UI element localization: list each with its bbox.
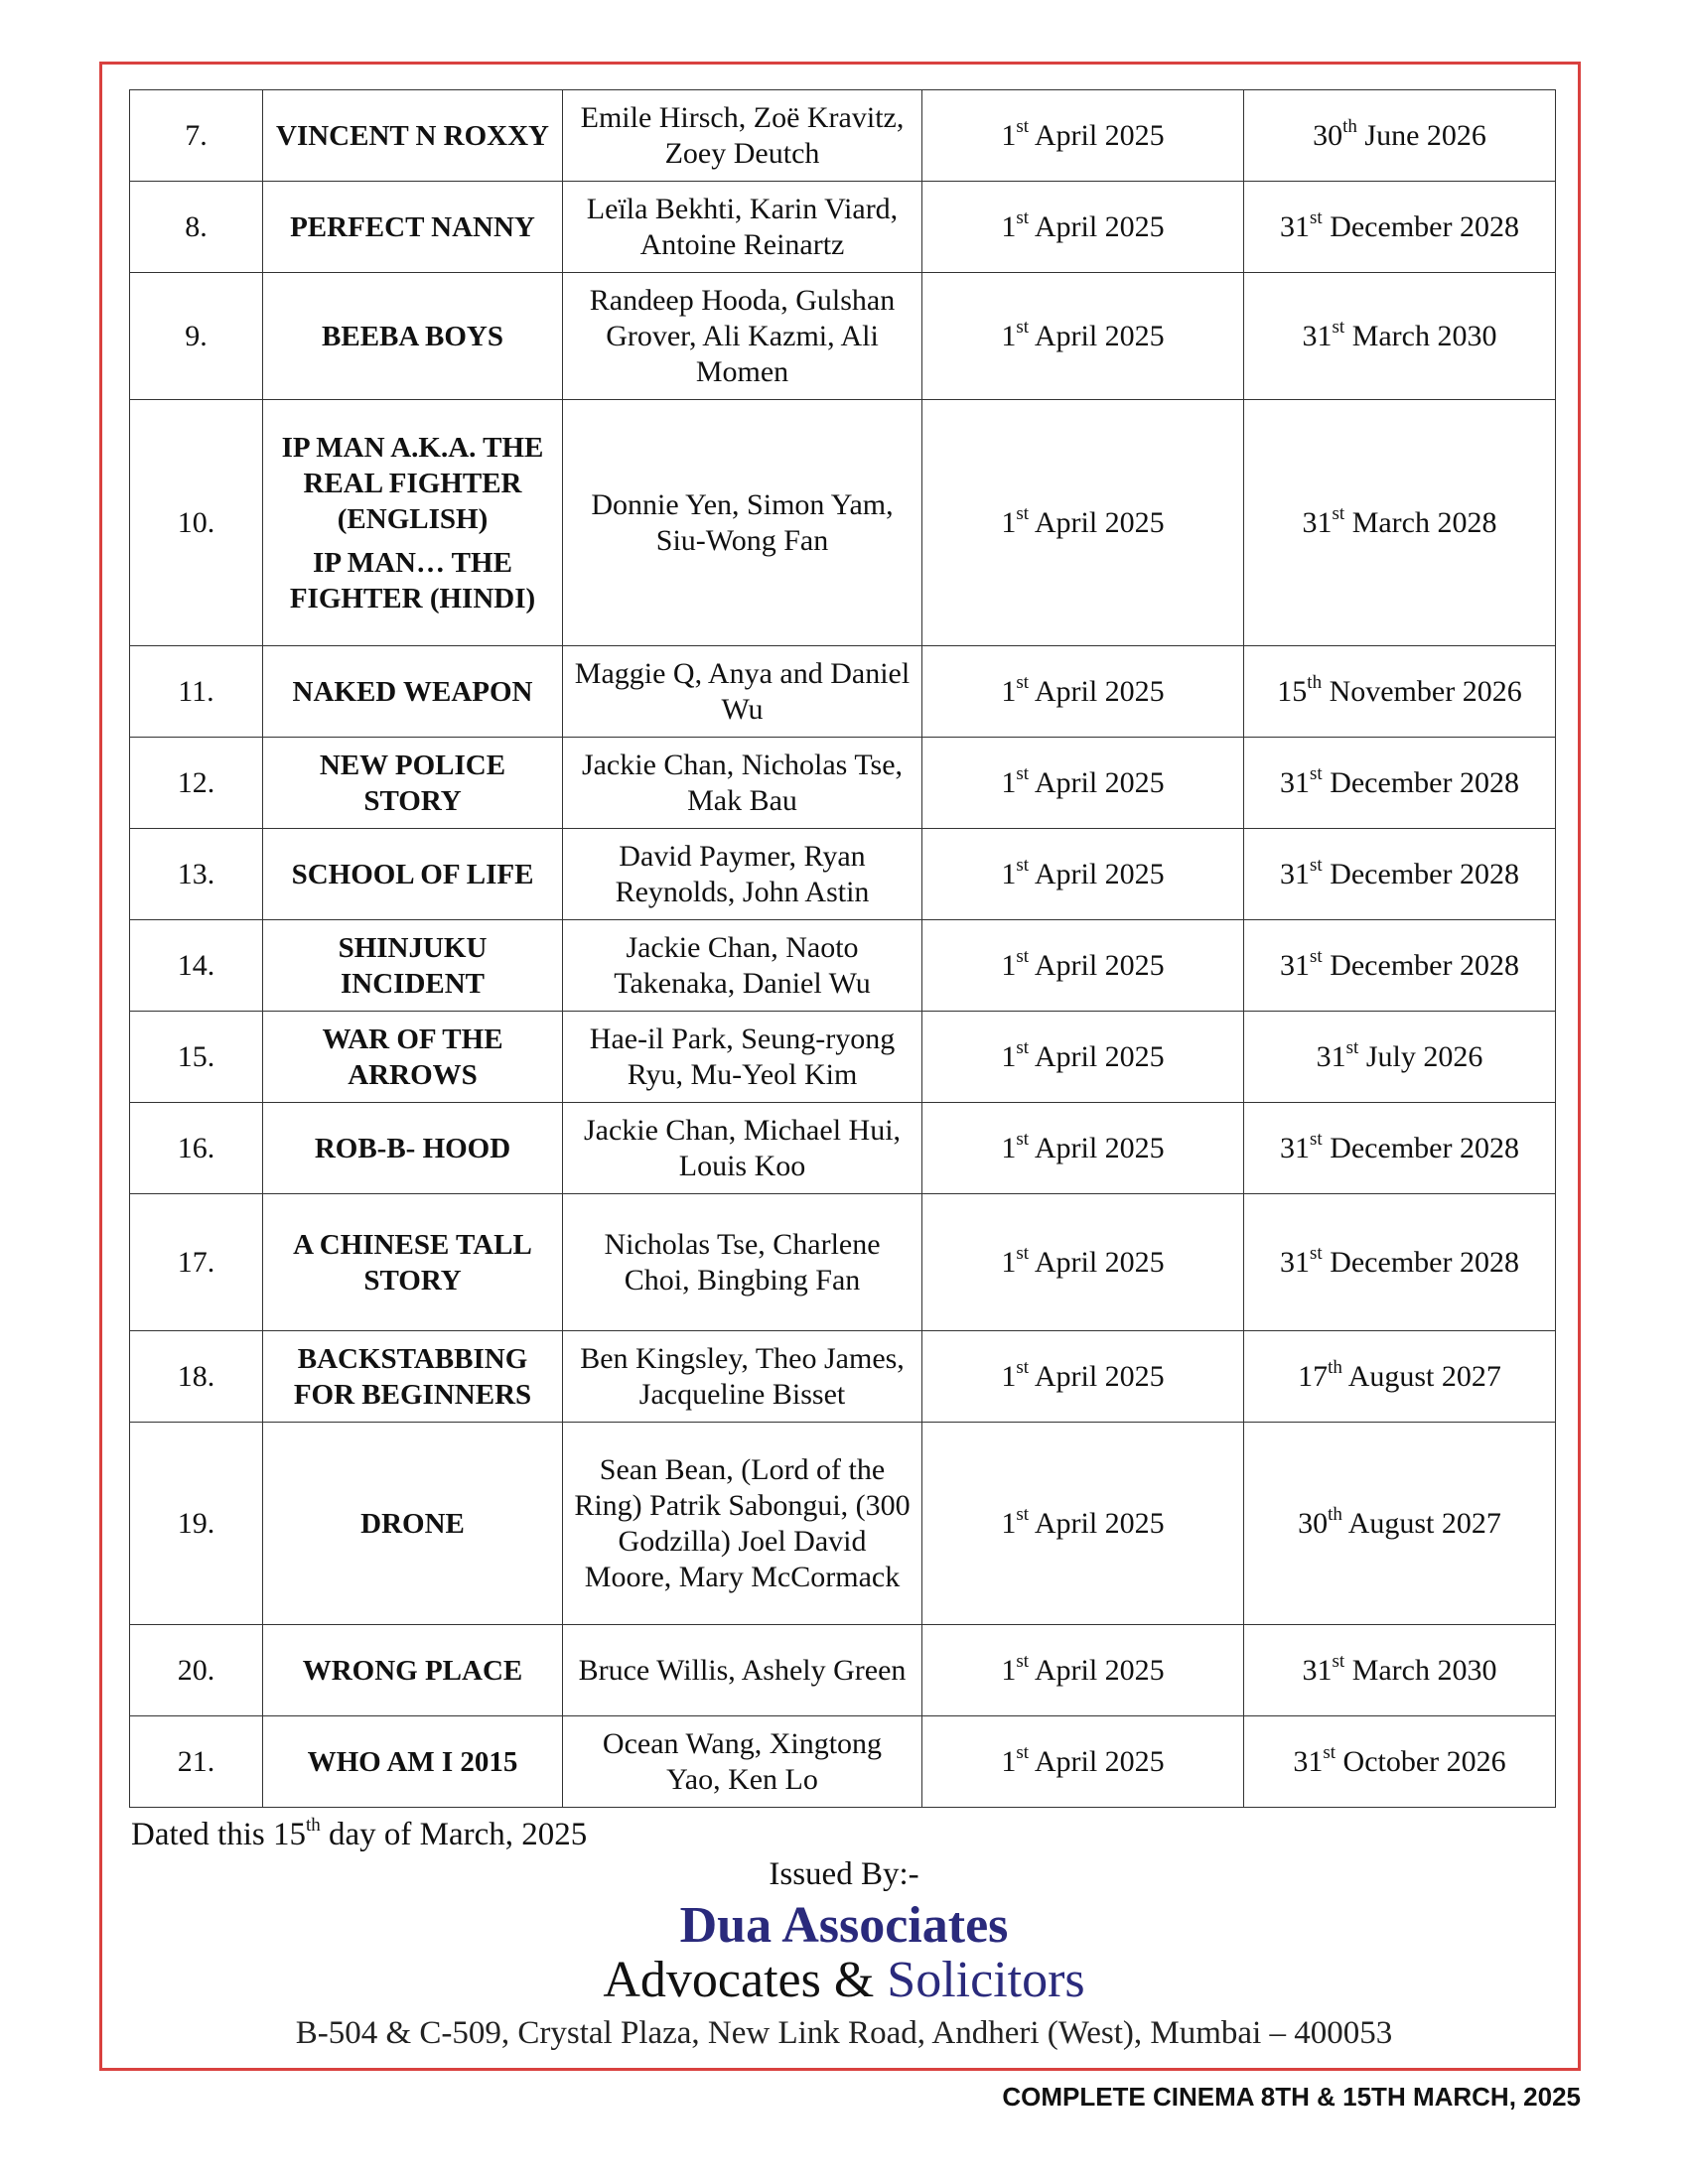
license-start-date: 1st April 2025 <box>922 920 1244 1012</box>
film-title: WAR OF THE ARROWS <box>263 1012 563 1103</box>
film-rights-table <box>129 89 1556 1808</box>
film-title: PERFECT NANNY <box>263 182 563 273</box>
row-number: 14. <box>130 920 263 1012</box>
film-cast: Jackie Chan, Naoto Takenaka, Daniel Wu <box>563 920 922 1012</box>
table-row <box>130 829 1556 920</box>
table-row <box>130 273 1556 400</box>
license-start-date: 1st April 2025 <box>922 182 1244 273</box>
film-title: DRONE <box>263 1423 563 1625</box>
license-start-date: 1st April 2025 <box>922 738 1244 829</box>
table-row <box>130 920 1556 1012</box>
film-cast: Sean Bean, (Lord of the Ring) Patrik Sabongui, (300 Godzilla) Joel David Moore, Mary McCormack <box>563 1423 922 1625</box>
publication-footer: COMPLETE CINEMA 8TH & 15TH MARCH, 2025 <box>1002 2082 1581 2112</box>
row-number: 21. <box>130 1716 263 1808</box>
film-title: IP MAN A.K.A. THE REAL FIGHTER (ENGLISH) IP MAN… THE FIGHTER (HINDI) <box>263 400 563 646</box>
issued-by: Issued By:- <box>769 1856 919 1892</box>
row-number: 8. <box>130 182 263 273</box>
license-end-date: 17th August 2027 <box>1244 1331 1556 1423</box>
license-start-date: 1st April 2025 <box>922 829 1244 920</box>
film-title: WHO AM I 2015 <box>263 1716 563 1808</box>
table-row <box>130 400 1556 646</box>
film-cast: Donnie Yen, Simon Yam, Siu-Wong Fan <box>563 400 922 646</box>
film-title-alt: IP MAN… THE FIGHTER (HINDI) <box>289 546 536 614</box>
film-cast: Ocean Wang, Xingtong Yao, Ken Lo <box>563 1716 922 1808</box>
license-start-date: 1st April 2025 <box>922 1625 1244 1716</box>
row-number: 9. <box>130 273 263 400</box>
film-title: ROB-B- HOOD <box>263 1103 563 1194</box>
license-start-date: 1st April 2025 <box>922 646 1244 738</box>
license-start-date: 1st April 2025 <box>922 1103 1244 1194</box>
film-title: NAKED WEAPON <box>263 646 563 738</box>
firm-subtitle-solicitors: Solicitors <box>887 1952 1085 2008</box>
row-number: 19. <box>130 1423 263 1625</box>
dated-line: Dated this 15th day of March, 2025 <box>131 1815 588 1852</box>
license-end-date: 30th June 2026 <box>1244 90 1556 182</box>
film-cast: Randeep Hooda, Gulshan Grover, Ali Kazmi, Ali Momen <box>563 273 922 400</box>
row-number: 11. <box>130 646 263 738</box>
firm-address: B-504 & C-509, Crystal Plaza, New Link Road, Andheri (West), Mumbai – 400053 <box>295 2015 1393 2051</box>
license-end-date: 31st October 2026 <box>1244 1716 1556 1808</box>
film-title: SHINJUKU INCIDENT <box>263 920 563 1012</box>
table-row <box>130 646 1556 738</box>
row-number: 7. <box>130 90 263 182</box>
row-number: 12. <box>130 738 263 829</box>
table-row <box>130 182 1556 273</box>
license-end-date: 15th November 2026 <box>1244 646 1556 738</box>
film-cast: Jackie Chan, Nicholas Tse, Mak Bau <box>563 738 922 829</box>
table-row <box>130 1423 1556 1625</box>
license-end-date: 31st March 2028 <box>1244 400 1556 646</box>
film-cast: Jackie Chan, Michael Hui, Louis Koo <box>563 1103 922 1194</box>
table-row <box>130 1012 1556 1103</box>
table-row <box>130 1194 1556 1331</box>
firm-name: Dua Associates <box>679 1897 1009 1954</box>
license-end-date: 31st December 2028 <box>1244 1103 1556 1194</box>
license-start-date: 1st April 2025 <box>922 400 1244 646</box>
film-title: SCHOOL OF LIFE <box>263 829 563 920</box>
row-number: 10. <box>130 400 263 646</box>
license-start-date: 1st April 2025 <box>922 273 1244 400</box>
film-title: BACKSTABBING FOR BEGINNERS <box>263 1331 563 1423</box>
firm-subtitle <box>0 1951 1688 2009</box>
film-cast: Bruce Willis, Ashely Green <box>563 1625 922 1716</box>
table-row <box>130 1716 1556 1808</box>
license-end-date: 31st March 2030 <box>1244 1625 1556 1716</box>
row-number: 20. <box>130 1625 263 1716</box>
film-cast: Nicholas Tse, Charlene Choi, Bingbing Fan <box>563 1194 922 1331</box>
license-end-date: 30th August 2027 <box>1244 1423 1556 1625</box>
license-end-date: 31st December 2028 <box>1244 1194 1556 1331</box>
table-row <box>130 1625 1556 1716</box>
table-row <box>130 1331 1556 1423</box>
row-number: 16. <box>130 1103 263 1194</box>
license-end-date: 31st December 2028 <box>1244 182 1556 273</box>
license-end-date: 31st December 2028 <box>1244 829 1556 920</box>
license-start-date: 1st April 2025 <box>922 1194 1244 1331</box>
film-cast: Ben Kingsley, Theo James, Jacqueline Bisset <box>563 1331 922 1423</box>
license-end-date: 31st March 2030 <box>1244 273 1556 400</box>
row-number: 18. <box>130 1331 263 1423</box>
license-end-date: 31st July 2026 <box>1244 1012 1556 1103</box>
film-cast: Maggie Q, Anya and Daniel Wu <box>563 646 922 738</box>
film-cast: Leïla Bekhti, Karin Viard, Antoine Reinartz <box>563 182 922 273</box>
film-title: NEW POLICE STORY <box>263 738 563 829</box>
film-title: WRONG PLACE <box>263 1625 563 1716</box>
film-cast: David Paymer, Ryan Reynolds, John Astin <box>563 829 922 920</box>
film-title: A CHINESE TALL STORY <box>263 1194 563 1331</box>
row-number: 17. <box>130 1194 263 1331</box>
film-cast: Emile Hirsch, Zoë Kravitz, Zoey Deutch <box>563 90 922 182</box>
firm-subtitle-advocates: Advocates & <box>603 1952 888 2008</box>
row-number: 15. <box>130 1012 263 1103</box>
table-row <box>130 1103 1556 1194</box>
license-start-date: 1st April 2025 <box>922 1012 1244 1103</box>
license-start-date: 1st April 2025 <box>922 1423 1244 1625</box>
license-end-date: 31st December 2028 <box>1244 738 1556 829</box>
row-number: 13. <box>130 829 263 920</box>
table-row <box>130 738 1556 829</box>
film-title: BEEBA BOYS <box>263 273 563 400</box>
license-start-date: 1st April 2025 <box>922 1716 1244 1808</box>
license-start-date: 1st April 2025 <box>922 1331 1244 1423</box>
table-row <box>130 90 1556 182</box>
license-end-date: 31st December 2028 <box>1244 920 1556 1012</box>
film-title: VINCENT N ROXXY <box>263 90 563 182</box>
license-start-date: 1st April 2025 <box>922 90 1244 182</box>
film-cast: Hae-il Park, Seung-ryong Ryu, Mu-Yeol Kim <box>563 1012 922 1103</box>
